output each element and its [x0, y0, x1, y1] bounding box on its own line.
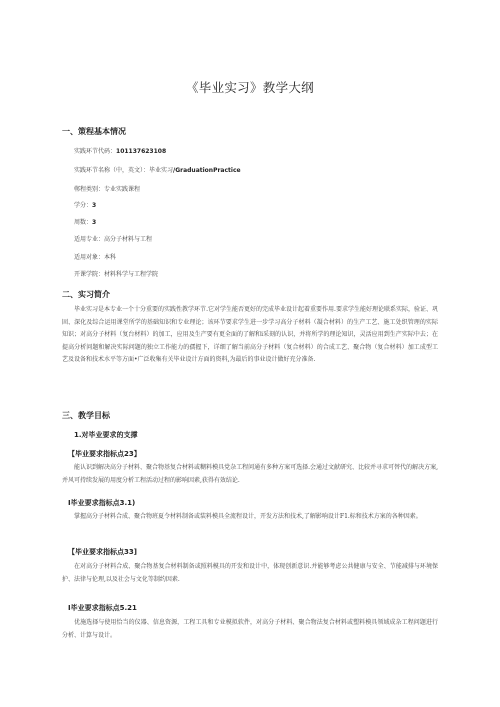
- info-college: 开课学院：材料科学与工程学院: [74, 271, 159, 278]
- indicator-text-3-1: 掌握高分子材料合成、聚合物班夏令材料制备或装料模具全流程设计，开发方法和技术,了解影响设计F1.标和技术方案的各种因素。: [74, 513, 422, 520]
- indicator-tag-3-1: I毕业要求指标点3.1): [68, 499, 136, 507]
- info-weeks: [74, 217, 96, 226]
- info-credit-label: 学分：: [74, 202, 93, 209]
- info-category: 郸程类别：专业实践课程: [74, 186, 141, 193]
- info-name-value: /GraduationPractice: [173, 167, 241, 174]
- info-code-value: 101137623108: [116, 148, 167, 155]
- indicator-tag-3-3: 【毕业要求指标点33]: [68, 548, 137, 556]
- info-weeks-value: 3: [92, 219, 97, 226]
- info-target: 适用对象：本科: [74, 254, 117, 261]
- section-heading-basic-info: 一、策程基本情况: [62, 127, 126, 136]
- section-heading-goals: 三、教学目标: [62, 411, 110, 420]
- indicator-text-5-2: 优施选择与使用恰当的仪器、信息资源，工程工具和专业模拟软件，对高分子材料、聚合物法复合材料或塑料模具领域成杂工程问题进行分析、计算与设计。: [62, 619, 438, 639]
- goals-subheading-support: 1.对毕业要求的支撑: [74, 431, 138, 439]
- info-name: [74, 165, 241, 174]
- info-credit-value: 3: [92, 202, 97, 209]
- info-weeks-label: 周数：: [74, 219, 93, 226]
- info-name-label: 实践环节名称（中，英文）：毕业实习: [74, 167, 174, 174]
- page-title: 《毕业实习》教学大纲: [185, 80, 314, 95]
- intro-paragraph: 毕业实习是本专业一个十分重要的实践性教学环节.它对学生能否更好的完成毕业设计起着重要作用.要求学生能好理论联系实际，验证、巩固、深化及综合运用课堂所学的基础知识和专业理论；该环节要求学生进一步学习高分子材料（凝合材料）的生产工艺、施工处织管理的实际知识；对高分子材料（复台材料）的加工，应用及生产要有更全面的了解和i采刻的认识，并将所学的理论知识，灵活应用到生产实际中去；在提高分析问题和解决实际问题的独立工作能力的孺握下，详细了解当前高分子材料（复合材料）的合成工艺、聚合物（复合材料）加工成型工艺及设备和技术水平等方面•广泛收集有关毕业设计方面的资料,为最后的事业设计做好充分准备.: [62, 306, 438, 363]
- info-code-label: 实践环节代码：: [74, 148, 117, 155]
- info-major: 适用专业：高分子材料与工程: [74, 236, 153, 243]
- info-credit: [74, 200, 96, 209]
- indicator-text-3-3: 在对高分子材料合成、聚合物基复合材料制备或照料模具的开发和设计中，体现创新意识.并能够考虑公共健康与安全、节能减排与环境保护、法律与伦理,以及社会与文化等制约因素.: [62, 563, 438, 583]
- info-code: [74, 146, 166, 155]
- section-heading-intro: 二、实习简介: [62, 290, 110, 299]
- indicator-tag-5-2: I毕业要求指标点5.21: [68, 604, 137, 612]
- indicator-text-2-3: 能认识到解决高分子材料、聚合物基复合材料或糊料模具党杂工程问通有多种方案可选择.会通过文献研究、比较并寻求可替代的解决方案,并风可持续发展的用度分析工程活动过程的影响因素,获得有效结论.: [62, 464, 438, 484]
- indicator-tag-2-3: 【毕业要求指标点23】: [68, 450, 141, 458]
